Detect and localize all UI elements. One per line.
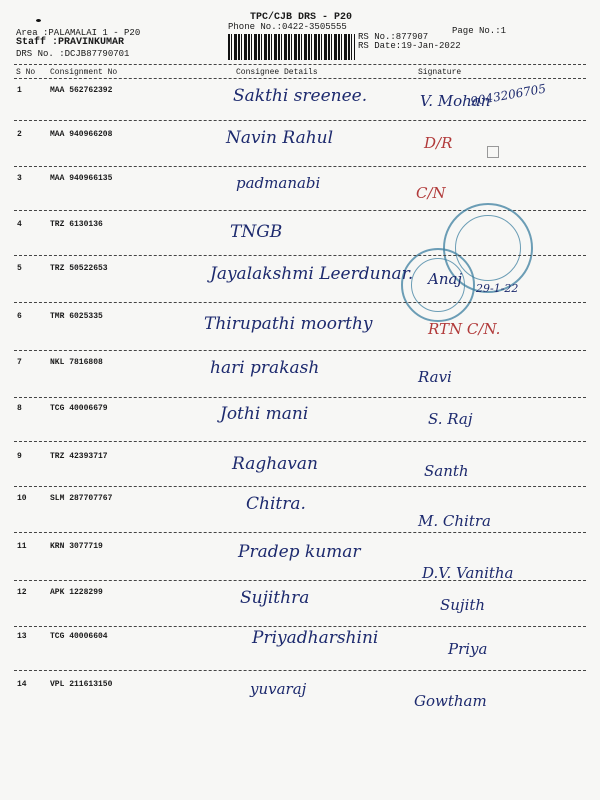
row-consignment: SLM 287707767 <box>50 494 113 503</box>
row-divider <box>14 532 586 533</box>
row-sno: 4 <box>17 220 22 229</box>
row-signature: Sujith <box>440 596 486 614</box>
drs-number: DRS No. :DCJB87790701 <box>16 49 130 59</box>
scan-speck <box>36 19 41 22</box>
col-header-consignee: Consignee Details <box>236 68 318 77</box>
row-consignee: Chitra. <box>246 494 306 514</box>
row-sno: 7 <box>17 358 22 367</box>
row-sno: 6 <box>17 312 22 321</box>
row-consignment: MAA 562762392 <box>50 86 113 95</box>
row-sno: 14 <box>17 680 27 689</box>
document-title: TPC/CJB DRS - P20 <box>250 12 353 23</box>
col-header-sno: S No <box>16 68 36 77</box>
row-divider <box>14 166 586 167</box>
row-note: 9043206705 <box>469 81 547 109</box>
row-divider <box>14 441 586 442</box>
page-number: Page No.:1 <box>452 26 507 36</box>
rs-number: RS No.:877907 <box>358 32 429 42</box>
table-row <box>0 128 600 170</box>
col-header-consignment: Consignment No <box>50 68 118 77</box>
phone-number: Phone No.:0422-3505555 <box>228 22 347 32</box>
row-consignment: TCG 40006604 <box>50 632 108 641</box>
row-consignee: Jothi mani <box>220 404 309 424</box>
row-note: 29-1-22 <box>476 282 519 295</box>
row-sno: 13 <box>17 632 27 641</box>
row-divider <box>14 350 586 351</box>
row-consignee: Raghavan <box>232 454 318 474</box>
table-row <box>0 540 600 582</box>
staff-label: Staff :PRAVINKUMAR <box>16 37 125 48</box>
row-signature: Ravi <box>418 368 452 386</box>
row-sno: 2 <box>17 130 22 139</box>
row-sno: 8 <box>17 404 22 413</box>
row-consignment: TRZ 42393717 <box>50 452 108 461</box>
row-sno: 5 <box>17 264 22 273</box>
row-divider <box>14 486 586 487</box>
row-consignee: padmanabi <box>236 174 321 192</box>
row-sno: 11 <box>17 542 27 551</box>
row-consignment: TRZ 6130136 <box>50 220 103 229</box>
barcode <box>228 34 355 60</box>
row-consignee: hari prakash <box>210 358 320 378</box>
row-sno: 3 <box>17 174 22 183</box>
row-signature: Priya <box>448 640 488 658</box>
row-consignment: MAA 940966208 <box>50 130 113 139</box>
table-row <box>0 218 600 260</box>
row-sno: 10 <box>17 494 27 503</box>
table-row <box>0 492 600 534</box>
row-consignee: Pradep kumar <box>238 542 361 562</box>
row-divider <box>14 397 586 398</box>
row-divider <box>14 580 586 581</box>
row-consignment: KRN 3077719 <box>50 542 103 551</box>
row-signature: Santh <box>424 462 469 480</box>
row-consignment: TCG 40006679 <box>50 404 108 413</box>
row-consignment: NKL 7816808 <box>50 358 103 367</box>
table-row <box>0 630 600 672</box>
row-signature: Anaj <box>428 270 463 288</box>
row-consignee: Thirupathi moorthy <box>204 314 373 334</box>
row-sno: 9 <box>17 452 22 461</box>
row-signature: C/N <box>416 184 446 202</box>
row-signature: M. Chitra <box>418 512 491 530</box>
table-row <box>0 262 600 304</box>
area-label: Area :PALAMALAI 1 - P20 <box>16 28 141 38</box>
row-consignee: Jayalakshmi Leerdunar. <box>210 264 414 284</box>
row-divider <box>14 302 586 303</box>
row-signature: RTN C/N. <box>428 320 501 338</box>
row-consignee: TNGB <box>230 222 283 242</box>
row-consignee: Navin Rahul <box>226 128 334 148</box>
row-signature: S. Raj <box>428 410 473 428</box>
column-rule <box>14 78 586 79</box>
row-divider <box>14 120 586 121</box>
table-row <box>0 586 600 628</box>
row-consignment: VPL 211613150 <box>50 680 113 689</box>
table-row <box>0 402 600 444</box>
row-signature: D.V. Vanitha <box>422 564 514 582</box>
header-rule <box>14 64 586 65</box>
row-consignment: TRZ 50522653 <box>50 264 108 273</box>
row-consignee: yuvaraj <box>250 680 307 698</box>
table-row <box>0 310 600 352</box>
row-divider <box>14 626 586 627</box>
row-consignee: Priyadharshini <box>252 628 379 648</box>
row-consignment: APK 1228299 <box>50 588 103 597</box>
row-consignee: Sakthi sreenee. <box>233 86 368 106</box>
row-signature: D/R <box>424 134 453 152</box>
row-consignment: TMR 6025335 <box>50 312 103 321</box>
row-divider <box>14 670 586 671</box>
row-divider <box>14 255 586 256</box>
row-sno: 1 <box>17 86 22 95</box>
row-sno: 12 <box>17 588 27 597</box>
col-header-signature: Signature <box>418 68 462 77</box>
row-signature: V. Mohan <box>420 92 491 110</box>
rs-date: RS Date:19-Jan-2022 <box>358 41 461 51</box>
row-consignment: MAA 940966135 <box>50 174 113 183</box>
row-signature: Gowtham <box>414 692 487 710</box>
table-row <box>0 356 600 398</box>
table-row <box>0 172 600 214</box>
row-consignee: Sujithra <box>240 588 310 608</box>
table-row <box>0 678 600 720</box>
